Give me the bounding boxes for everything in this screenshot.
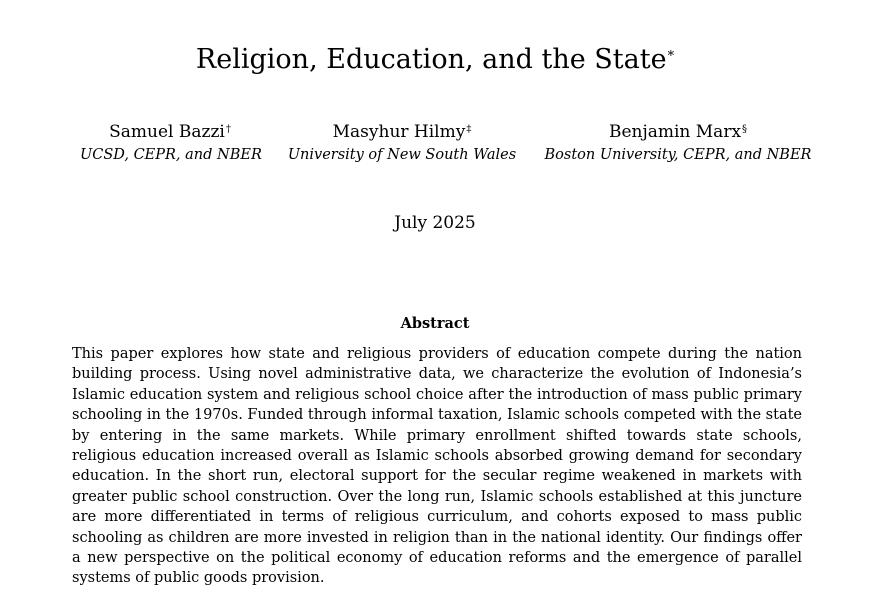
author-affiliation: UCSD, CEPR, and NBER	[80, 147, 262, 163]
abstract-heading: Abstract	[400, 315, 470, 332]
paper-title-text: Religion, Education, and the State	[195, 44, 667, 75]
author-name	[282, 120, 522, 144]
author-footnote-marker: †	[225, 124, 231, 135]
author-affiliation: Boston University, CEPR, and NBER	[544, 147, 812, 163]
author-block	[282, 120, 522, 166]
author-footnote-marker: §	[742, 124, 748, 135]
author-name	[80, 120, 260, 144]
publication-date: July 2025	[394, 213, 476, 233]
author-name-text: Masyhur Hilmy	[332, 122, 466, 142]
author-block	[543, 120, 813, 166]
title-footnote-marker: *	[667, 49, 675, 64]
author-affiliation: University of New South Wales	[287, 147, 517, 163]
author-name-text: Benjamin Marx	[608, 122, 742, 142]
author-name-text: Samuel Bazzi	[109, 122, 225, 142]
author-block	[80, 120, 260, 166]
paper-title	[0, 42, 870, 78]
author-name	[543, 120, 813, 144]
abstract-text: This paper explores how state and religious providers of education compete during the nation building process. Using novel administrative data, we characterize the evolution of Indonesia’s Islamic education system and religious school choice after the introduction of mass public primary schooling in the 1970s. Funded through informal taxation, Islamic schools competed with the state by entering in the same markets. While primary enrollment shifted towards state schools, religious education increased overall as Islamic schools absorbed growing demand for secondary education. In the short run, electoral support for the secular regime weakened in markets with greater public school construction. Over the long run, Islamic schools established at this juncture are more differentiated in terms of religious curriculum, and cohorts exposed to mass public schooling as children are more invested in religion than in the national identity. Our findings offer a new perspective on the political economy of education reforms and the emergence of parallel systems of public goods provision.	[72, 346, 802, 587]
author-footnote-marker: ‡	[466, 124, 472, 135]
